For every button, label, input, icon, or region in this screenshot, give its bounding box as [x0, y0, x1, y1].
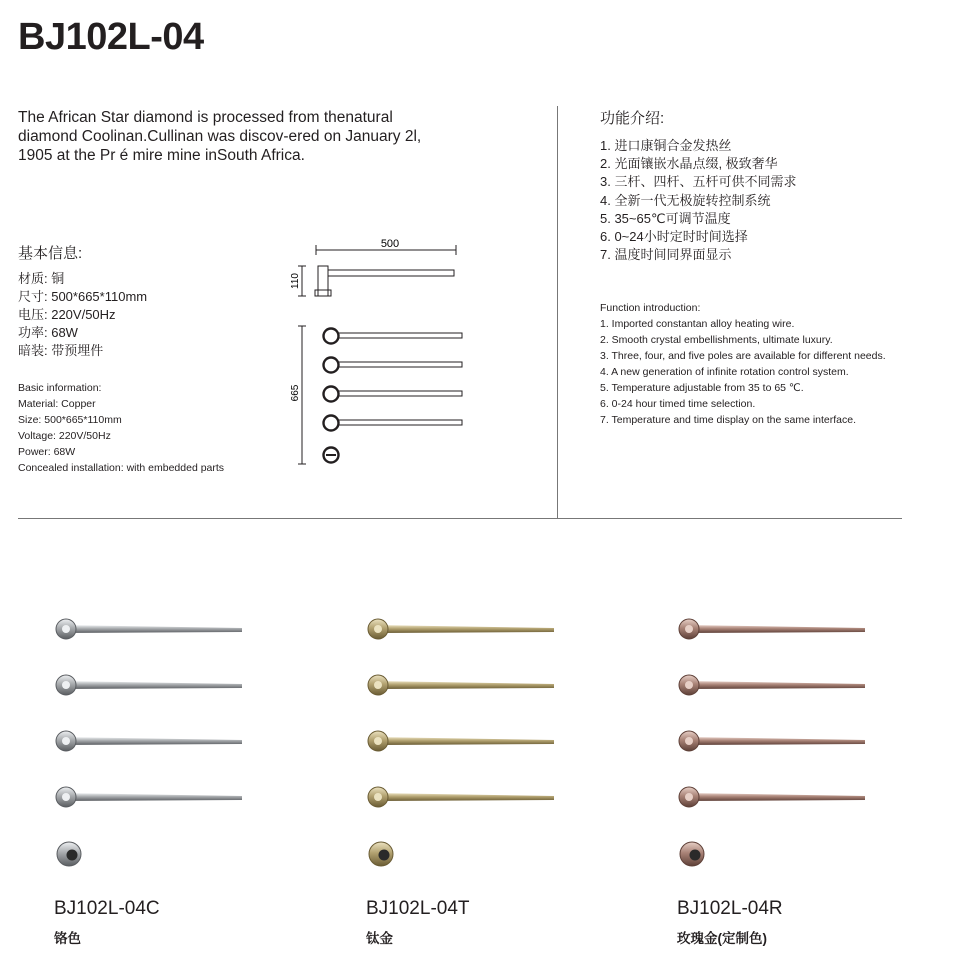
function-item: 2. Smooth crystal embellishments, ultimate luxury.	[600, 334, 833, 346]
crystal-icon	[62, 793, 70, 801]
crystal-icon	[685, 737, 693, 745]
towel-bar	[62, 681, 242, 689]
towel-bar	[62, 793, 242, 801]
spec-item: 材质: 铜	[18, 271, 65, 286]
function-item: 4. A new generation of infinite rotation control system.	[600, 366, 849, 378]
function-heading-cn: 功能介绍:	[600, 110, 665, 127]
vertical-divider	[557, 106, 558, 518]
function-item: 6. 0~24小时定时时间选择	[600, 229, 748, 245]
spec-item: Voltage: 220V/50Hz	[18, 430, 111, 442]
function-heading-en: Function introduction:	[600, 302, 701, 314]
function-item: 6. 0-24 hour timed time selection.	[600, 398, 756, 410]
towel-bar	[374, 793, 554, 801]
spec-item: 暗装: 带预埋件	[18, 343, 104, 358]
towel-bar	[374, 625, 554, 633]
model-title: BJ102L-04	[18, 16, 204, 58]
height-dimension-label: 665	[290, 384, 301, 402]
crystal-icon	[374, 625, 382, 633]
function-item: 2. 光面镶嵌水晶点缀, 极致奢华	[600, 156, 778, 172]
control-display-icon	[379, 850, 390, 861]
towel-bar	[685, 793, 865, 801]
crystal-icon	[685, 793, 693, 801]
towel-bar	[685, 737, 865, 745]
function-item: 3. Three, four, and five poles are available for different needs.	[600, 350, 886, 362]
variant-finish: 钛金	[366, 931, 393, 946]
spec-item: 电压: 220V/50Hz	[18, 307, 116, 322]
depth-dimension-label: 110	[290, 273, 301, 289]
function-item: 3. 三杆、四杆、五杆可供不同需求	[600, 174, 797, 190]
control-display-icon	[67, 850, 78, 861]
variant-finish: 玫瑰金(定制色)	[677, 931, 767, 946]
crystal-icon	[374, 793, 382, 801]
crystal-icon	[62, 681, 70, 689]
spec-item: 功率: 68W	[18, 325, 78, 340]
towel-bar	[374, 737, 554, 745]
function-item: 4. 全新一代无极旋转控制系统	[600, 192, 771, 208]
product-photo-chrome	[48, 610, 248, 870]
product-photo-rose-gold	[671, 610, 871, 870]
towel-bar	[685, 625, 865, 633]
crystal-icon	[685, 625, 693, 633]
variant-code: BJ102L-04T	[366, 898, 470, 919]
basic-info-heading-cn: 基本信息:	[18, 245, 83, 262]
function-item: 1. Imported constantan alloy heating wire.	[600, 318, 795, 330]
dimension-drawing	[280, 230, 480, 470]
crystal-icon	[374, 737, 382, 745]
spec-item: Size: 500*665*110mm	[18, 414, 122, 426]
function-item: 5. Temperature adjustable from 35 to 65 ℃.	[600, 382, 804, 394]
spec-item: 尺寸: 500*665*110mm	[18, 289, 148, 304]
variant-finish: 铬色	[54, 931, 81, 946]
crystal-icon	[62, 625, 70, 633]
crystal-icon	[374, 681, 382, 689]
towel-bar	[62, 737, 242, 745]
function-list-cn	[600, 137, 796, 264]
function-item: 7. Temperature and time display on the same interface.	[600, 414, 857, 426]
towel-bar	[685, 681, 865, 689]
spec-item: Concealed installation: with embedded parts	[18, 462, 225, 474]
horizontal-divider	[18, 518, 902, 519]
basic-info-heading-en: Basic information:	[18, 382, 102, 394]
control-display-icon	[690, 850, 701, 861]
function-item: 1. 进口康铜合金发热丝	[600, 138, 732, 153]
variant-code: BJ102L-04C	[54, 898, 160, 919]
variant-code: BJ102L-04R	[677, 898, 783, 919]
basic-info-list-en	[18, 380, 224, 476]
spec-item: Material: Copper	[18, 398, 96, 410]
towel-bar	[62, 625, 242, 633]
towel-bar	[374, 681, 554, 689]
width-dimension-label: 500	[380, 238, 400, 250]
product-photo-titanium	[360, 610, 560, 870]
function-item: 7. 温度时间同界面显示	[600, 247, 732, 263]
crystal-icon	[685, 681, 693, 689]
spec-item: Power: 68W	[18, 446, 76, 458]
basic-info-list-cn	[18, 270, 147, 360]
intro-paragraph: The African Star diamond is processed from thenatural diamond Coolinan.Cullinan was discov-ered on January 2l, 1905 at the Pr é mire mine inSouth Africa.	[18, 109, 422, 164]
crystal-icon	[62, 737, 70, 745]
function-list-en	[600, 300, 886, 428]
function-item: 5. 35~65℃可调节温度	[600, 210, 731, 226]
